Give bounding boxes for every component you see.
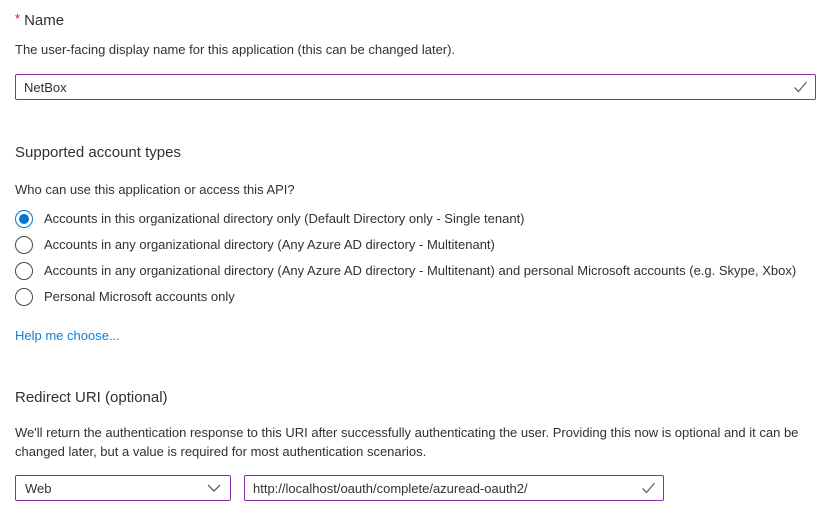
radio-button[interactable] bbox=[15, 262, 33, 280]
name-section-heading bbox=[15, 12, 816, 30]
name-label: Name bbox=[24, 12, 65, 29]
redirect-uri-input-wrap bbox=[244, 475, 664, 501]
redirect-uri-description: We'll return the authentication response to this URI after successfully authenticating the user. Providing this now is optional and it can be changed later, but a value is required for most authentication scenarios. bbox=[15, 425, 799, 459]
platform-select-value: Web bbox=[25, 480, 52, 496]
redirect-uri-row bbox=[15, 475, 816, 501]
name-section bbox=[15, 12, 816, 100]
redirect-uri-heading: Redirect URI (optional) bbox=[15, 389, 168, 406]
account-types-question: Who can use this application or access this API? bbox=[15, 182, 295, 197]
account-type-option-single-tenant[interactable] bbox=[15, 206, 816, 232]
account-types-heading: Supported account types bbox=[15, 144, 181, 161]
name-input-wrap bbox=[15, 74, 816, 100]
radio-label: Accounts in any organizational directory (Any Azure AD directory - Multitenant) and personal Microsoft accounts (e.g. Skype, Xbox) bbox=[44, 263, 797, 278]
radio-label: Accounts in this organizational directory only (Default Directory only - Single tenant) bbox=[44, 211, 525, 226]
radio-label: Personal Microsoft accounts only bbox=[44, 289, 235, 304]
radio-label: Accounts in any organizational directory (Any Azure AD directory - Multitenant) bbox=[44, 237, 495, 252]
name-description: The user-facing display name for this application (this can be changed later). bbox=[15, 42, 456, 57]
account-type-radio-group bbox=[15, 206, 816, 310]
account-type-option-personal-only[interactable] bbox=[15, 284, 816, 310]
redirect-uri-input[interactable] bbox=[244, 475, 664, 501]
help-me-choose-link[interactable]: Help me choose... bbox=[15, 328, 120, 343]
radio-button[interactable] bbox=[15, 210, 33, 228]
account-type-option-multitenant-personal[interactable] bbox=[15, 258, 816, 284]
radio-button[interactable] bbox=[15, 288, 33, 306]
platform-select[interactable] bbox=[15, 475, 231, 501]
account-types-section bbox=[15, 144, 816, 345]
radio-button[interactable] bbox=[15, 236, 33, 254]
required-asterisk: * bbox=[15, 11, 21, 26]
account-type-option-multitenant[interactable] bbox=[15, 232, 816, 258]
redirect-uri-section bbox=[15, 389, 816, 501]
chevron-down-icon bbox=[207, 484, 221, 492]
name-input[interactable] bbox=[15, 74, 816, 100]
